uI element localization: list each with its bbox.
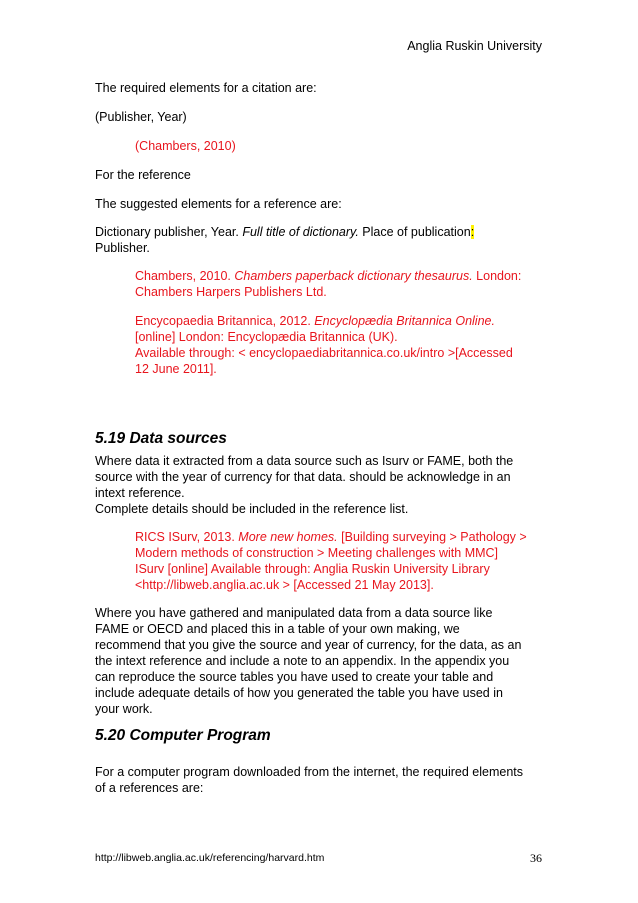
section-519-para2-line: FAME or OECD and placed this in a table of your own making, we (95, 622, 460, 636)
section-519-example-line3: ISurv [online] Available through: Anglia Ruskin University Library (135, 562, 490, 576)
reference-format-part2: Place of publication (358, 225, 471, 239)
section-519-heading: 5.19 Data sources (95, 430, 227, 447)
section-519-example-line4: <http://libweb.anglia.ac.uk > [Accessed 21 May 2013]. (135, 578, 434, 592)
reference-example2-title: Encyclopædia Britannica Online. (314, 314, 495, 328)
reference-for-label: For the reference (95, 168, 191, 182)
section-519-para1-line: Where data it extracted from a data source such as Isurv or FAME, both the (95, 454, 514, 468)
reference-example2-line3: Available through: < encyclopaediabritannica.co.uk/intro >[Accessed (135, 346, 513, 360)
citation-format: (Publisher, Year) (95, 110, 187, 124)
section-519-example-part2: [Building surveying > Pathology > (337, 530, 527, 544)
section-519-example-line1 (135, 529, 527, 545)
reference-intro: The suggested elements for a reference are: (95, 197, 342, 211)
reference-format-colon: : (470, 225, 475, 239)
section-519-example-title: More new homes. (238, 530, 338, 544)
reference-example1-part2: London: (472, 269, 522, 283)
reference-example2-part1: Encycopaedia Britannica, 2012. (135, 314, 315, 328)
reference-example2-line4: 12 June 2011]. (135, 362, 217, 376)
reference-example2-line1 (135, 313, 495, 329)
page-header: Anglia Ruskin University (407, 39, 542, 53)
section-520-para-line: of a references are: (95, 781, 204, 795)
section-519-para1-line: Complete details should be included in the reference list. (95, 502, 409, 516)
citation-intro: The required elements for a citation are: (95, 81, 317, 95)
section-519-example-part1: RICS ISurv, 2013. (135, 530, 239, 544)
section-519-para1-line: source with the year of currency for that data. should be acknowledge in an (95, 470, 511, 484)
reference-example1-line2: Chambers Harpers Publishers Ltd. (135, 285, 327, 299)
reference-example2-line2: [online] London: Encyclopædia Britannica (UK). (135, 330, 398, 344)
section-520-para-line: For a computer program downloaded from the internet, the required elements (95, 765, 524, 779)
reference-format-line1 (95, 224, 474, 240)
reference-format-line2: Publisher. (95, 241, 150, 255)
citation-example: (Chambers, 2010) (135, 139, 236, 153)
page-number: 36 (530, 851, 542, 865)
reference-example1-title: Chambers paperback dictionary thesaurus. (234, 269, 473, 283)
section-519-example-line2: Modern methods of construction > Meeting challenges with MMC] (135, 546, 499, 560)
reference-example1-part1: Chambers, 2010. (135, 269, 235, 283)
section-520-heading: 5.20 Computer Program (95, 727, 271, 744)
reference-example1-line1 (135, 268, 521, 284)
section-519-para2-line: your work. (95, 702, 153, 716)
section-519-para2-line: recommend that you give the source and year of currency, for the data, as an (95, 638, 522, 652)
section-519-para2-line: Where you have gathered and manipulated data from a data source like (95, 606, 493, 620)
section-519-para2-line: include adequate details of how you generated the table you have used in (95, 686, 503, 700)
section-519-para2-line: the intext reference and include a note to an appendix. In the appendix you (95, 654, 510, 668)
section-519-para2-line: can reproduce the source tables you have used to create your table and (95, 670, 494, 684)
footer-url: http://libweb.anglia.ac.uk/referencing/harvard.htm (95, 852, 325, 864)
reference-format-part1: Dictionary publisher, Year. (95, 225, 243, 239)
section-519-para1-line: intext reference. (95, 486, 185, 500)
reference-format-title: Full title of dictionary. (242, 225, 359, 239)
